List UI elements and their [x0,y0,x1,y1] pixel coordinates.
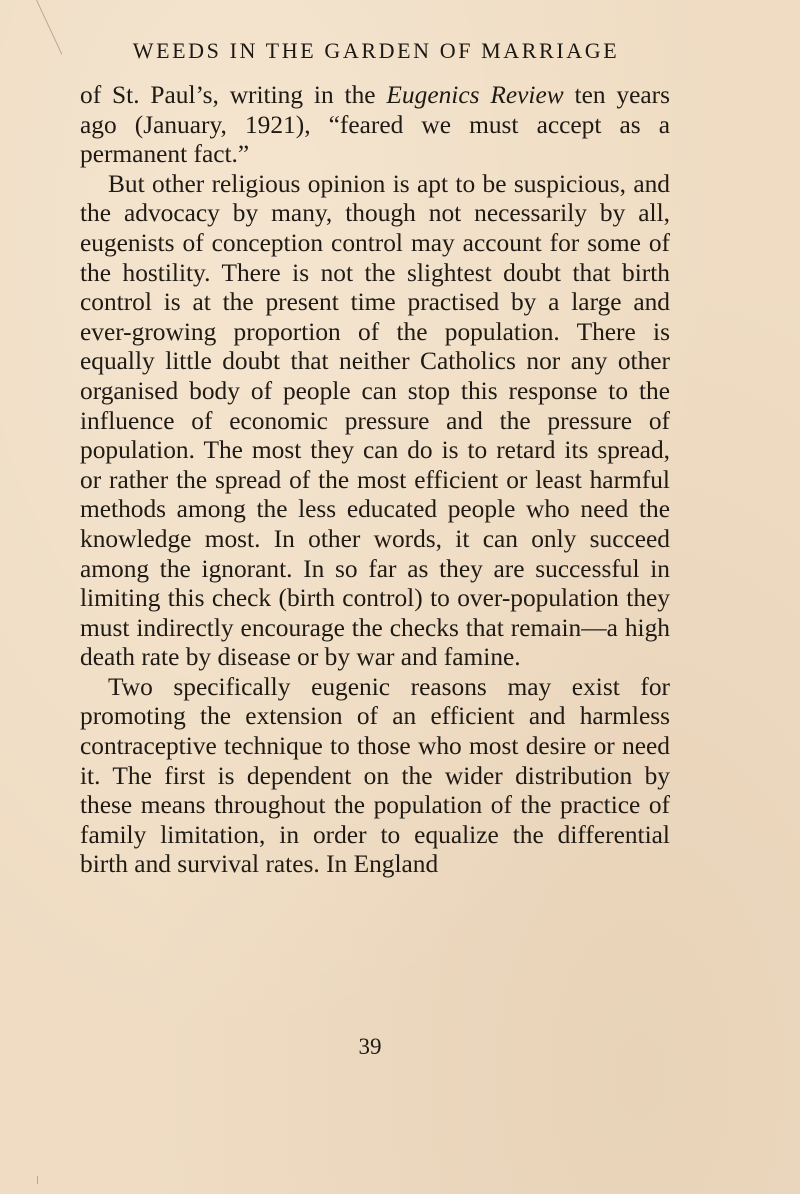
paragraph-religious-opinion: But other religious opinion is apt to be suspicious, and the advocacy by many, though not necessarily by all, eugenists of conception control may account for some of the hostility. There is not the slightest doubt that birth control is at the present time practised by a large and ever-growing proportion of the population. There is equally little doubt that neither Catholics nor any other organised body of people can stop this response to the influence of economic pressure and the pressure of population. The most they can do is to retard its spread, or rather the spread of the most efficient or least harmful methods among the less educated people who need the knowledge most. In other words, it can only succeed among the ignorant. In so far as they are successful in limiting this check (birth control) to over-population they must indirectly encourage the checks that remain—a high death rate by disease or by war and famine. [80,169,670,672]
paper-speck-mark [37,1176,38,1184]
journal-title: Eugenics Review [386,81,564,109]
page-number: 39 [358,1034,382,1059]
paragraph-1-start: of St. Paul’s, writing in the [80,81,387,109]
paper-scratch-mark [36,0,62,55]
running-head: WEEDS IN THE GARDEN OF MARRIAGE [132,38,620,63]
paragraph-1-end: ten years ago (January, 1921), “feared we must accept as a permanent fact.” [80,81,670,169]
paragraph-continued [80,81,670,170]
paragraph-eugenic-reasons: Two specifically eugenic reasons may exist for promoting the extension of an efficient and harmless contraceptive technique to those who most desire or need it. The first is dependent on the wider distribution by these means throughout the population of the practice of family limitation, in order to equalize the differential birth and survival rates. In England [80,672,670,879]
body-text [80,81,670,880]
